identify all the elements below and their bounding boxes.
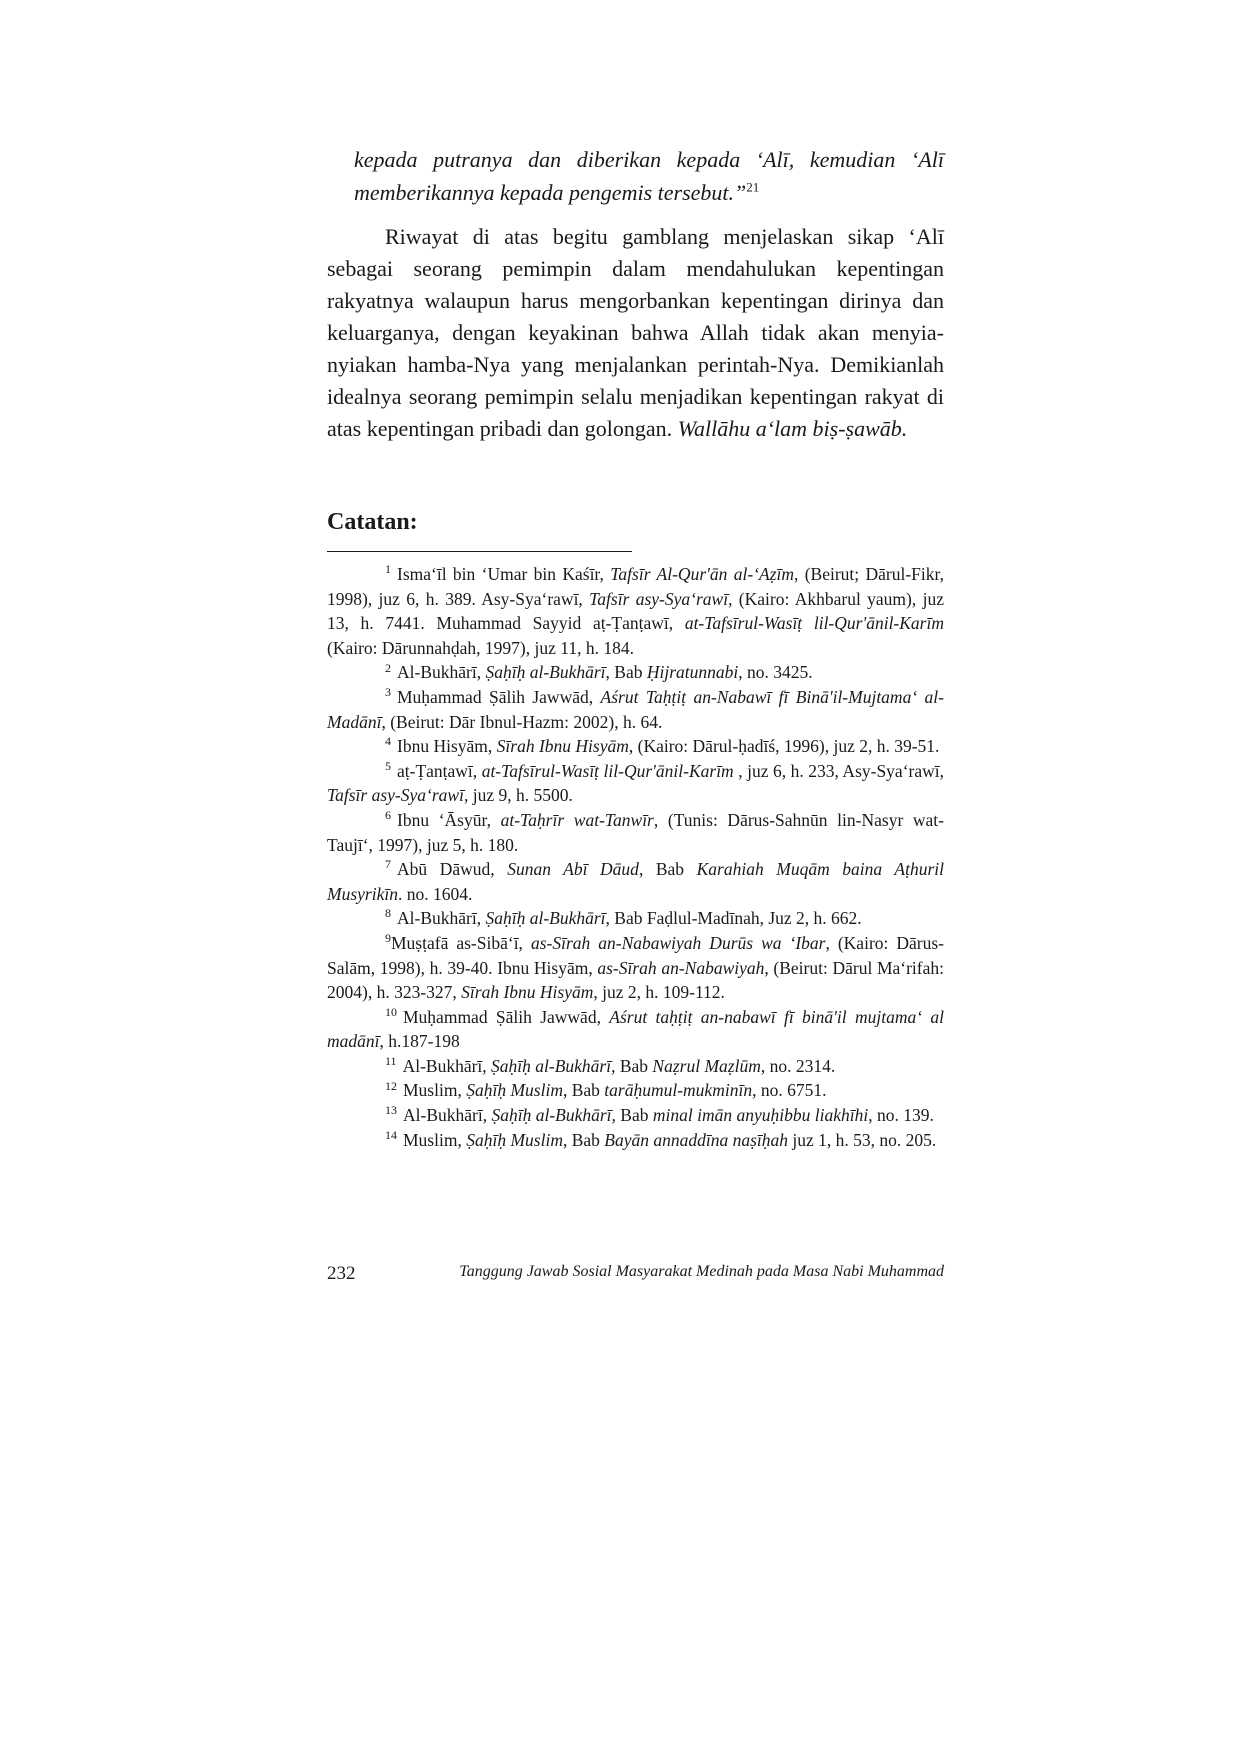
- footnote-number: 8: [385, 906, 391, 921]
- page-footer: [327, 1263, 944, 1287]
- footnote-number: 14: [385, 1127, 397, 1142]
- footnote-number: 12: [385, 1078, 397, 1093]
- footnote-title: Naẓrul Maẓlūm: [652, 1055, 761, 1076]
- footnote-text: Ibnu Hisyām,: [397, 736, 497, 757]
- footnote-text: , juz 9, h. 5500.: [463, 785, 573, 806]
- footnote-text: Isma‘īl bin ‘Umar bin Kaśīr,: [397, 564, 611, 584]
- footnote-text: (Kairo: Dārunnahḍah, 1997), juz 11, h. 184.: [327, 637, 634, 658]
- footnote-7: [327, 857, 944, 906]
- footnote-title: Sīrah Ibnu Hisyām: [496, 736, 629, 757]
- quote-text: kepada putranya dan diberikan kepada ‘Alī, kemudian ‘Alī memberikannya kepada pengemis tersebut.”: [354, 147, 944, 205]
- footnote-title: Aśrut Taḥṭiṭ an-Nabawī fī Binā'il-Mujtama‘ al-Madānī: [327, 686, 944, 732]
- footnote-text: , no. 139.: [868, 1105, 934, 1126]
- footnote-title: at-Taḥrīr wat-Tanwīr: [500, 809, 654, 830]
- body-paragraph: [327, 221, 944, 445]
- footnote-text: Ibnu ‘Āsyūr,: [397, 809, 501, 830]
- footnote-number: 9: [385, 931, 391, 946]
- footnote-title: Sīrah Ibnu Hisyām: [461, 982, 594, 1003]
- footnote-text: , (Beirut; Dārul-Fikr, 1998), juz 6, h. 389. Asy-Sya‘rawī,: [327, 564, 945, 609]
- footnote-1: [327, 562, 944, 660]
- footnote-number: 11: [385, 1054, 397, 1069]
- footnote-text: Bab: [615, 1105, 653, 1126]
- footnote-number: 10: [385, 1004, 397, 1019]
- footnote-text: , (Kairo: Akhbarul yaum), juz 13, h. 7441. Muhammad Sayyid aṭ-Ṭanṭawī,: [327, 588, 944, 634]
- footnote-text: , no. 6751.: [752, 1080, 827, 1101]
- footnote-text: , Bab: [638, 859, 697, 880]
- footnote-text: , Bab: [562, 1129, 605, 1150]
- footnote-title: at-Tafsīrul-Wasīṭ lil-Qur'ānil-Karīm: [684, 613, 944, 634]
- footnote-text: Muslim,: [403, 1129, 467, 1150]
- footnote-title: as-Sīrah an-Nabawiyah: [597, 957, 765, 978]
- footnote-10: [327, 1005, 944, 1054]
- closing-phrase: Wallāhu a‘lam biṣ-ṣawāb.: [677, 416, 908, 441]
- footnote-title: minal imān anyuḥibbu liakhīhi: [652, 1105, 869, 1126]
- footnote-title: as-Sīrah an-Nabawiyah Durūs wa ‘Ibar: [530, 932, 826, 953]
- footnote-text: , (Kairo: Dārul-ḥadīś, 1996), juz 2, h. 39-51.: [628, 736, 940, 757]
- footnote-text: Muḥammad Ṣālih Jawwād,: [403, 1006, 610, 1027]
- footnote-text: , (Tunis: Dārus-Sahnūn lin-Nasyr wat-Taujī‘, 1997), juz 5, h. 180.: [327, 809, 944, 855]
- footnote-text: , (Beirut: Dār Ibnul-Hazm: 2002), h. 64.: [381, 711, 663, 732]
- page-number: 232: [327, 1263, 356, 1284]
- footnote-title: Ṣaḥīḥ Muslim: [466, 1129, 563, 1150]
- notes-heading: Catatan:: [327, 509, 418, 535]
- footnote-9: [327, 931, 944, 1005]
- footnote-text: , (Beirut: Dārul Ma‘rifah: 2004), h. 323-327,: [327, 957, 944, 1003]
- footnote-number: 5: [385, 758, 391, 773]
- footnote-title: Tafsīr asy-Sya‘rawī: [589, 588, 729, 609]
- footnote-3: [327, 685, 944, 734]
- footnote-text: Al-Bukhārī,: [402, 1055, 492, 1076]
- footnote-title: Ḥijratunnabi: [646, 662, 739, 683]
- footnote-number: 6: [385, 808, 391, 823]
- footnote-text: Muṣṭafā as-Sibā‘ī,: [391, 932, 531, 953]
- footnote-rule: [327, 551, 632, 552]
- paragraph-text: Riwayat di atas begitu gamblang menjelaskan sikap ‘Alī sebagai seorang pemimpin dalam mendahulukan kepentingan rakyatnya walaupun harus mengorbankan kepentingan dirinya dan keluarganya, dengan keyakinan bahwa Allah tidak akan menyia-nyiakan hamba-Nya yang menjalankan perintah-Nya. Demikianlah idealnya seorang pemimpin selalu menjadikan kepentingan rakyat di atas kepentingan pribadi dan golongan.: [327, 224, 944, 441]
- footnote-text: , Bab: [562, 1080, 605, 1101]
- footnote-title: Aśrut taḥṭiṭ an-nabawī fī binā'il mujtama‘ al madānī: [327, 1006, 944, 1052]
- footnote-title: Ṣaḥīḥ al-Bukhārī,: [491, 1105, 616, 1126]
- footnotes-list: [327, 562, 944, 1152]
- footnote-text: , no. 3425.: [738, 662, 813, 683]
- running-head: Tanggung Jawab Sosial Masyarakat Medinah pada Masa Nabi Muhammad: [459, 1263, 944, 1280]
- footnote-5: [327, 759, 944, 808]
- footnote-title: Ṣaḥīḥ Muslim: [466, 1080, 563, 1101]
- footnote-text: Al-Bukhārī,: [397, 662, 486, 683]
- block-quote: [354, 143, 944, 209]
- footnote-number: 7: [385, 857, 391, 872]
- footnote-number: 4: [385, 734, 391, 749]
- footnote-13: [327, 1103, 944, 1128]
- footnote-text: aṭ-Ṭanṭawī,: [397, 760, 482, 781]
- footnote-4: [327, 734, 944, 759]
- footnote-14: [327, 1128, 944, 1153]
- footnote-6: [327, 808, 944, 857]
- footnote-text: Abū Dāwud,: [397, 859, 508, 880]
- page-body: [327, 143, 944, 1152]
- footnote-title: Bayān annaddīna naṣīḥah: [604, 1129, 789, 1150]
- footnote-text: , (Kairo: Dārus-Salām, 1998), h. 39-40. Ibnu Hisyām,: [327, 932, 945, 978]
- footnote-title: Ṣaḥīḥ al-Bukhārī,: [491, 1055, 616, 1076]
- footnote-title: Sunan Abī Dāud: [507, 859, 639, 880]
- footnote-8: [327, 906, 944, 931]
- footnote-title: Tafsīr Al-Qur'ān al-‘Aẓīm: [610, 564, 794, 584]
- footnote-2: [327, 660, 944, 685]
- footnote-number: 3: [385, 685, 391, 700]
- footnote-text: , juz 2, h. 109-112.: [593, 982, 725, 1003]
- footnote-title: tarāḥumul-mukminīn: [604, 1080, 753, 1101]
- footnote-11: [327, 1054, 944, 1079]
- quote-note-ref: 21: [746, 179, 760, 195]
- footnote-text: , Bab: [605, 662, 647, 683]
- footnote-text: , h.187-198: [379, 1031, 460, 1052]
- footnote-title: Karahiah Muqām baina Aṭhuril Musyrikīn: [327, 859, 944, 904]
- footnote-text: Bab Faḍlul-Madīnah, Juz 2, h. 662.: [609, 908, 862, 929]
- footnote-text: . no. 1604.: [397, 883, 473, 904]
- footnote-title: Ṣaḥīḥ al-Bukhārī: [485, 662, 606, 683]
- footnote-number: 13: [385, 1103, 397, 1118]
- footnote-title: at-Tafsīrul-Wasīṭ lil-Qur'ānil-Karīm: [481, 760, 734, 781]
- footnote-title: Ṣaḥīḥ al-Bukhārī,: [485, 908, 610, 929]
- footnote-text: Al-Bukhārī,: [403, 1105, 492, 1126]
- footnote-number: 2: [385, 660, 391, 675]
- footnote-title: Tafsīr asy-Sya‘rawī: [327, 785, 464, 806]
- footnote-text: juz 1, h. 53, no. 205.: [788, 1129, 937, 1150]
- footnote-text: , no. 2314.: [760, 1055, 836, 1076]
- footnote-number: 1: [385, 562, 391, 577]
- footnote-text: Bab: [615, 1055, 653, 1076]
- footnote-text: Muslim,: [403, 1080, 467, 1101]
- footnote-text: , juz 6, h. 233, Asy-Sya‘rawī,: [733, 760, 944, 781]
- footnote-12: [327, 1078, 944, 1103]
- footnote-text: Al-Bukhārī,: [397, 908, 486, 929]
- footnote-text: Muḥammad Ṣālih Jawwād,: [397, 686, 601, 707]
